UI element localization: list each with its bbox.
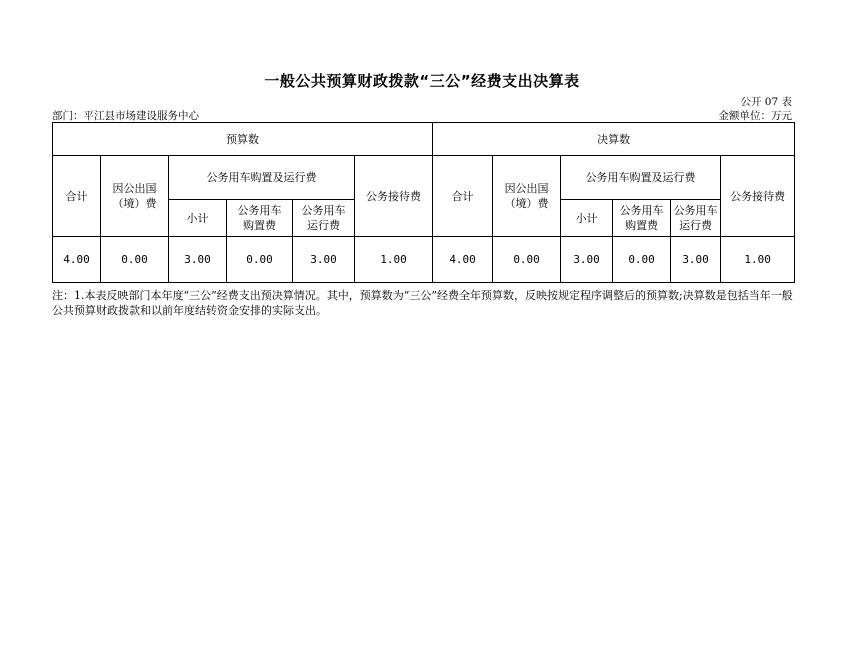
budget-purchase-value: 0.00 — [227, 237, 293, 283]
actual-reception-header: 公务接待费 — [721, 156, 795, 237]
budget-running-header-text: 公务用车 运行费 — [301, 204, 346, 232]
budget-reception-header: 公务接待费 — [355, 156, 433, 237]
actual-total-value: 4.00 — [433, 237, 493, 283]
budget-abroad-value: 0.00 — [101, 237, 169, 283]
actual-subtotal-value: 3.00 — [561, 237, 613, 283]
budget-reception-value: 1.00 — [355, 237, 433, 283]
budget-abroad-header-text: 因公出国 （境）费 — [112, 182, 157, 210]
budget-running-value: 3.00 — [293, 237, 355, 283]
actual-abroad-value: 0.00 — [493, 237, 561, 283]
form-number: 公开 07 表 — [740, 96, 792, 108]
footnote: 注：1.本表反映部门本年度“三公”经费支出预决算情况。其中，预算数为“三公”经费全年预算数，反映按规定程序调整后的预算数;决算数是包括当年一般公共预算财政拨款和以前年度结转资金安排的实际支出。 — [52, 289, 793, 317]
actual-group-header: 决算数 — [433, 123, 795, 156]
actual-purchase-header-text: 公务用车 购置费 — [619, 204, 664, 232]
budget-purchase-header — [227, 200, 293, 237]
actual-purchase-header — [613, 200, 671, 237]
actual-running-value: 3.00 — [671, 237, 721, 283]
actual-total-header: 合计 — [433, 156, 493, 237]
budget-subtotal-value: 3.00 — [169, 237, 227, 283]
actual-purchase-value: 0.00 — [613, 237, 671, 283]
page-title: 一般公共预算财政拨款“三公”经费支出决算表 — [264, 72, 580, 90]
budget-vehicle-header: 公务用车购置及运行费 — [169, 156, 355, 200]
budget-subtotal-header: 小计 — [169, 200, 227, 237]
budget-running-header — [293, 200, 355, 237]
actual-reception-value: 1.00 — [721, 237, 795, 283]
budget-total-value: 4.00 — [53, 237, 101, 283]
table-row — [53, 237, 795, 283]
actual-abroad-header-text: 因公出国 （境）费 — [504, 182, 549, 210]
budget-abroad-header — [101, 156, 169, 237]
actual-running-header — [671, 200, 721, 237]
actual-running-header-text: 公务用车 运行费 — [673, 204, 718, 232]
actual-abroad-header — [493, 156, 561, 237]
department-label: 部门：平江县市场建设服务中心 — [52, 110, 199, 122]
budget-group-header: 预算数 — [53, 123, 433, 156]
expenditure-table — [52, 122, 795, 283]
budget-total-header: 合计 — [53, 156, 101, 237]
actual-vehicle-header: 公务用车购置及运行费 — [561, 156, 721, 200]
actual-subtotal-header: 小计 — [561, 200, 613, 237]
unit-label: 金额单位：万元 — [718, 110, 792, 122]
budget-purchase-header-text: 公务用车 购置费 — [237, 204, 282, 232]
